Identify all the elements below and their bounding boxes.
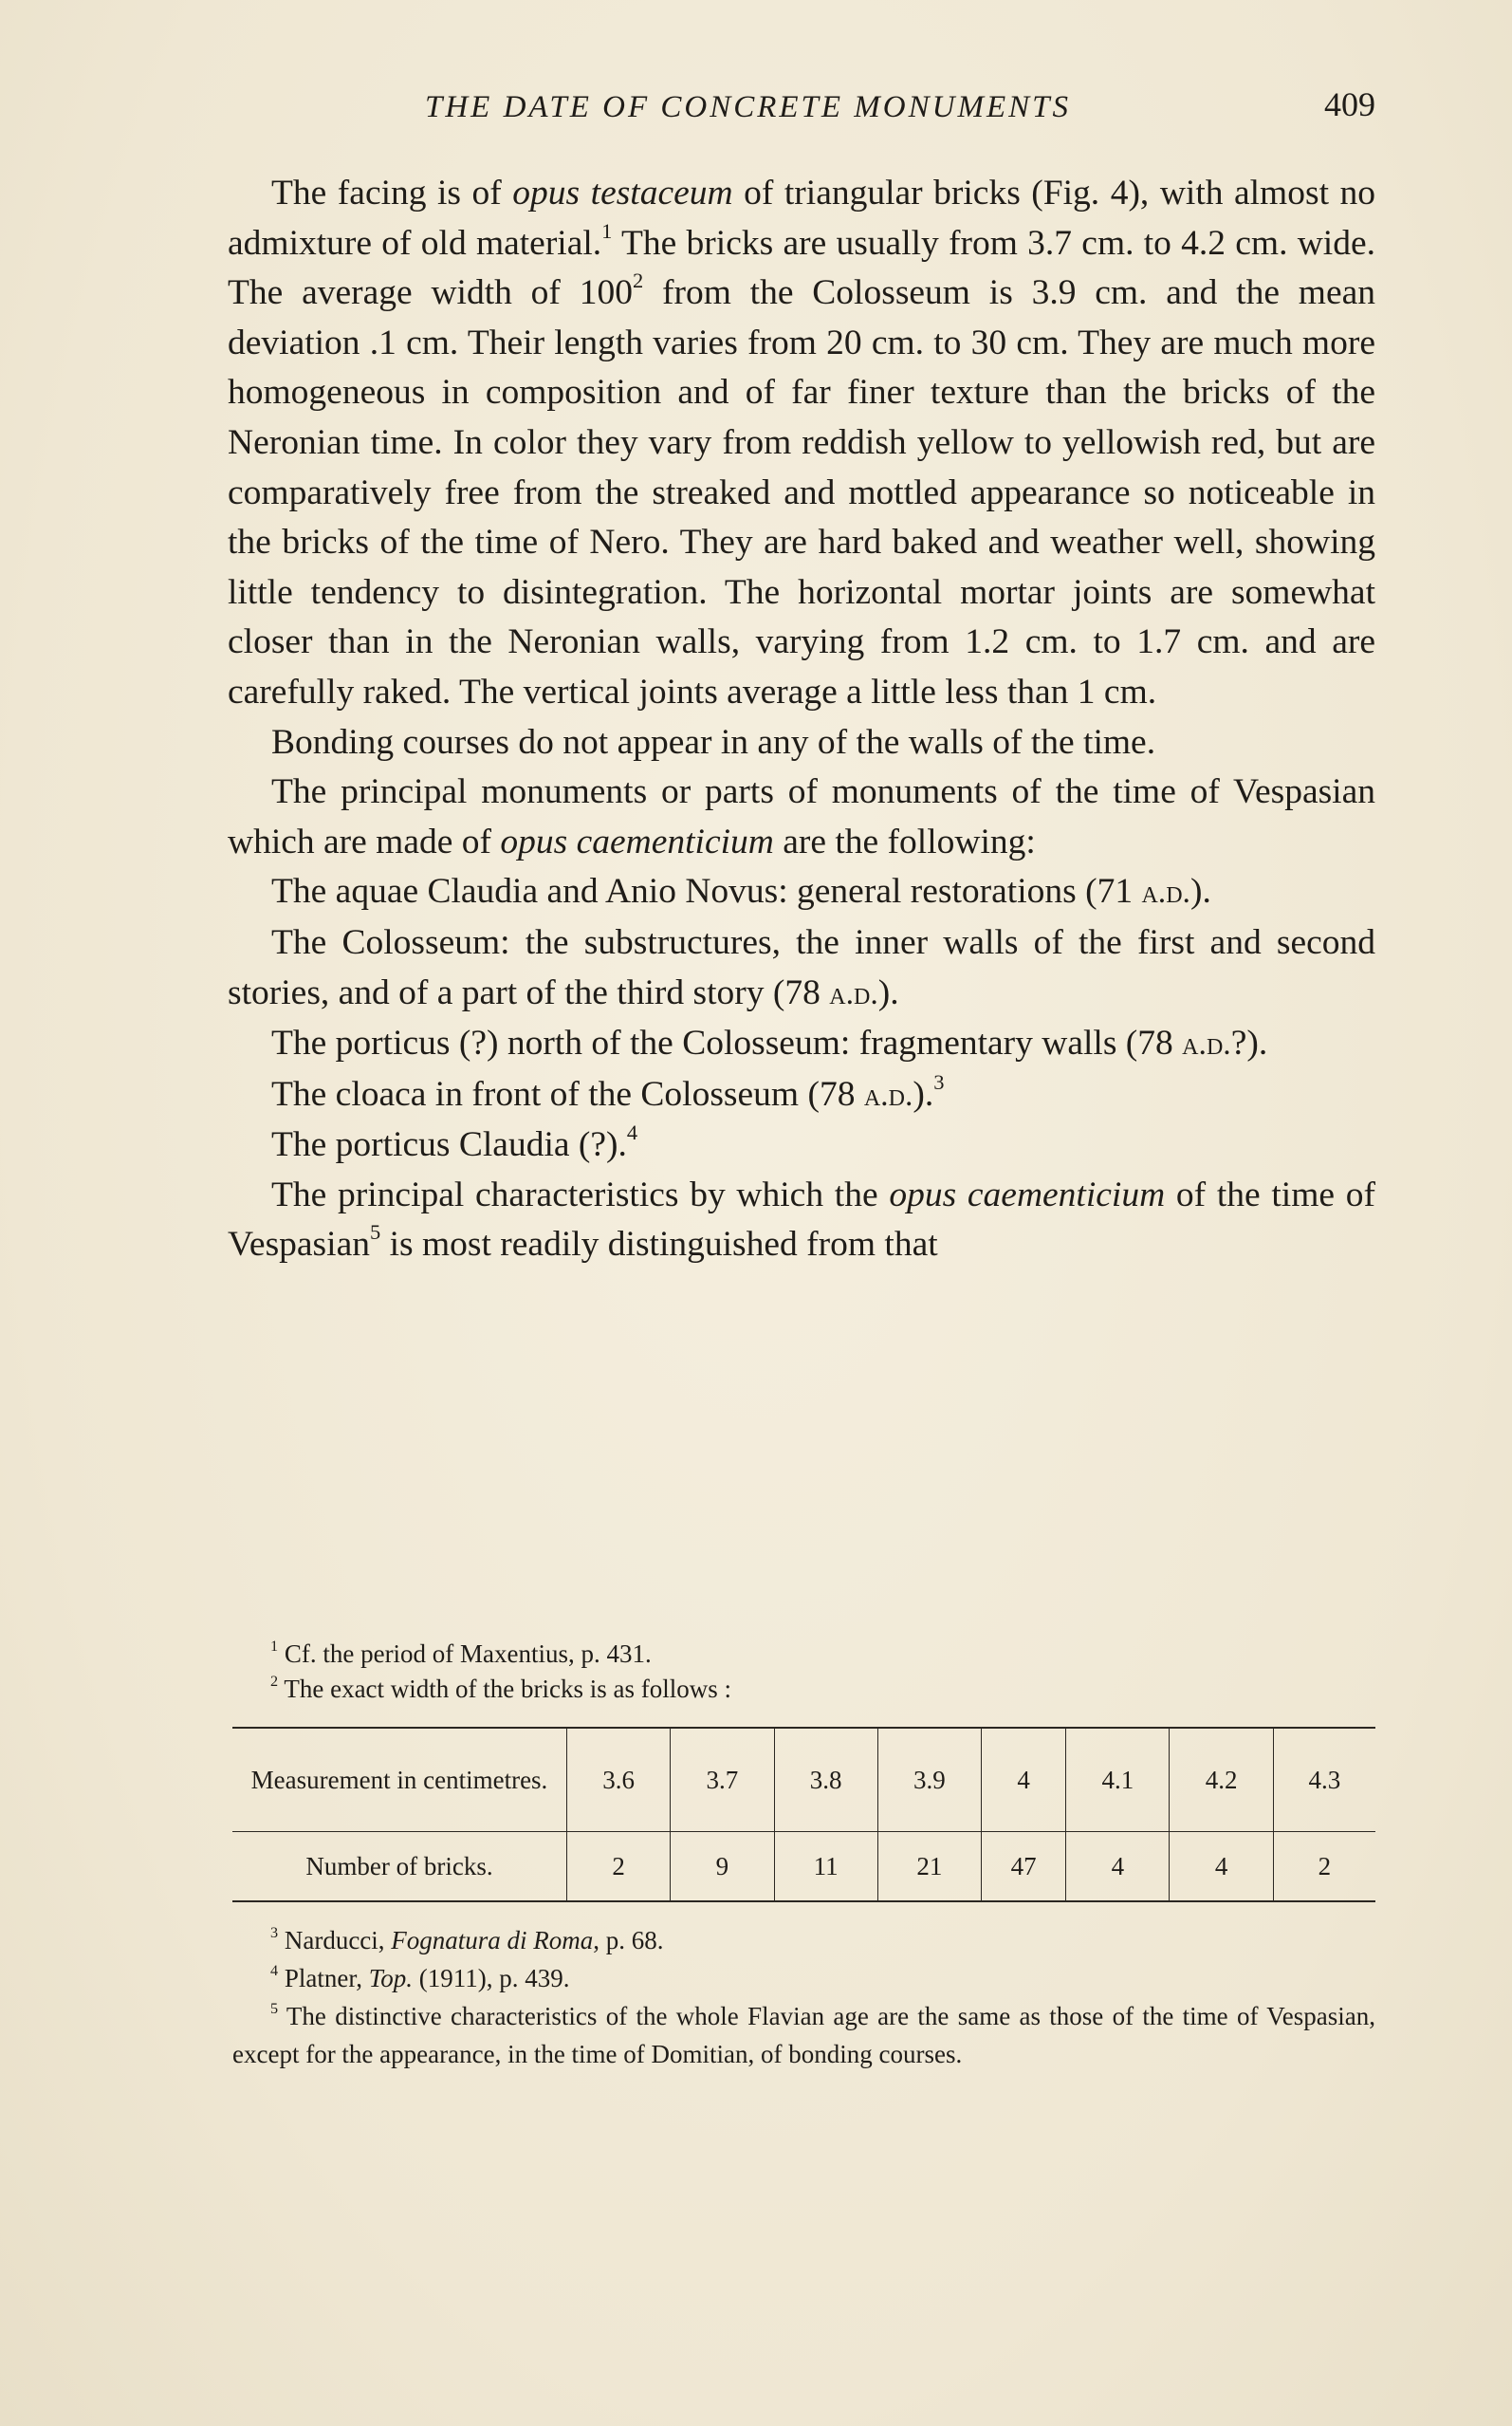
footnote-ref: 1	[601, 218, 613, 243]
table-cell: 4	[982, 1728, 1066, 1832]
text-run: are the following:	[773, 822, 1036, 861]
text-run: ).	[913, 1074, 934, 1114]
paragraph-facing	[228, 169, 1375, 718]
footnote-5	[232, 1997, 1375, 2073]
footnote-text: Narducci,	[284, 1926, 392, 1954]
list-item	[228, 1070, 1375, 1121]
paragraph-bonding: Bonding courses do not appear in any of the walls of the time.	[271, 722, 1156, 762]
italic-title: Top.	[368, 1964, 414, 1992]
text-run: of the time of Vespasian	[228, 1175, 1375, 1265]
era-abbrev: a.d.	[829, 975, 878, 1011]
italic-term: opus testaceum	[512, 174, 733, 213]
table-row	[232, 1728, 1375, 1832]
list-item	[228, 1019, 1375, 1070]
table-cell: 3.6	[567, 1728, 671, 1832]
paragraph-monuments	[228, 768, 1375, 867]
paragraph-characteristics	[228, 1171, 1375, 1270]
footnote-text: (1911), p. 439.	[413, 1964, 570, 1992]
era-abbrev: a.d.	[863, 1077, 913, 1113]
footnote-number: 1	[270, 1637, 279, 1655]
table-cell: 4	[1170, 1832, 1273, 1902]
footnote-text: The exact width of the bricks is as follows :	[284, 1675, 732, 1703]
italic-title: Fognatura di Roma	[391, 1926, 594, 1954]
text-run: ).	[877, 972, 899, 1012]
footnote-ref: 3	[933, 1069, 945, 1094]
table-row	[232, 1832, 1375, 1902]
footnote-text: The distinctive characteristics of the whole Flavian age are the same as those of the time of Vespasian, except for the appearance, in the time of Domitian, of bonding courses.	[232, 2002, 1375, 2068]
table-cell: 4	[1066, 1832, 1170, 1902]
text-run: ?).	[1230, 1024, 1268, 1064]
text-run: The bricks are usually from 3.7 cm. to 4.2 cm. wide. The average width of 100	[228, 223, 1375, 313]
footnote-1	[232, 1637, 1375, 1672]
table-cell: 47	[982, 1832, 1066, 1902]
text-run: The aquae Claudia and Anio Novus: general restorations (71	[271, 872, 1142, 912]
footnote-number: 4	[270, 1961, 279, 1979]
footnotes-bottom	[232, 1921, 1375, 2073]
footnote-number: 2	[270, 1672, 279, 1690]
footnote-2	[232, 1672, 1375, 1707]
list-item	[228, 1120, 1375, 1171]
footnote-4	[232, 1959, 1375, 1997]
era-abbrev: a.d.	[1182, 1027, 1231, 1063]
table-cell: 3.7	[671, 1728, 774, 1832]
page-header	[228, 85, 1375, 138]
text-run: The principal monuments or parts of monuments of the time of Vespasian which are made of	[228, 772, 1375, 861]
body-text	[228, 169, 1375, 1270]
text-run: The facing is of	[271, 174, 513, 213]
footnote-number: 5	[270, 1999, 279, 2017]
table-cell: 9	[671, 1832, 774, 1902]
footnote-text: , p. 68.	[593, 1926, 664, 1954]
footnote-ref: 4	[626, 1120, 638, 1145]
footnote-number: 3	[270, 1923, 279, 1941]
table-cell: 21	[877, 1832, 981, 1902]
list-item	[228, 918, 1375, 1019]
text-run: is most readily distinguished from that	[380, 1225, 938, 1265]
text-run: The principal characteristics by which the	[271, 1175, 890, 1214]
text-run: The cloaca in front of the Colosseum (78	[271, 1074, 864, 1114]
footnote-ref: 5	[369, 1220, 381, 1245]
text-run: of triangular bricks (Fig. 4), with almost no admixture of old material.	[228, 174, 1376, 263]
page-number: 409	[1324, 85, 1375, 123]
brick-width-table	[232, 1727, 1375, 1902]
italic-term: opus caementicium	[889, 1175, 1166, 1214]
text-run: The porticus Claudia (?).	[271, 1125, 627, 1165]
footnote-text: Cf. the period of Maxentius, p. 431.	[284, 1639, 652, 1668]
footnotes-top	[232, 1637, 1375, 1707]
text-run: The porticus (?) north of the Colosseum: fragmentary walls (78	[271, 1024, 1183, 1064]
table-cell: 4.1	[1066, 1728, 1170, 1832]
footnote-text: Platner,	[284, 1964, 369, 1992]
table-cell: 11	[774, 1832, 877, 1902]
row-label-measurement: Measurement in centimetres.	[232, 1728, 567, 1832]
table-cell: 4.3	[1273, 1728, 1375, 1832]
text-run: The Colosseum: the substructures, the inner walls of the first and second stories, and of a part of the third story (78	[228, 922, 1375, 1012]
row-label-count: Number of bricks.	[232, 1832, 567, 1902]
footnote-ref: 2	[632, 269, 644, 293]
table-cell: 3.8	[774, 1728, 877, 1832]
text-run: ).	[1190, 872, 1211, 912]
italic-term: opus caementicium	[500, 822, 774, 861]
table-cell: 3.9	[877, 1728, 981, 1832]
table-cell: 2	[1273, 1832, 1375, 1902]
text-run: from the Colosseum is 3.9 cm. and the mean deviation .1 cm. Their length varies from 20 cm. to 30 cm. They are much more homogeneous in composition and of far finer texture than the bricks of the Neronian time. In color they vary from reddish yellow to yellowish red, but are comparatively free from the streaked and mottled appearance so noticeable in the bricks of the time of Nero. They are hard baked and weather well, showing little tendency to disintegration. The horizontal mortar joints are somewhat closer than in the Neronian walls, varying from 1.2 cm. to 1.7 cm. and are carefully raked. The vertical joints average a little less than 1 cm.	[228, 273, 1375, 712]
footnote-3	[232, 1921, 1375, 1959]
era-abbrev: a.d.	[1141, 875, 1190, 911]
table-cell: 2	[567, 1832, 671, 1902]
list-item	[228, 867, 1375, 918]
table-cell: 4.2	[1170, 1728, 1273, 1832]
running-title: THE DATE OF CONCRETE MONUMENTS	[425, 90, 1071, 124]
